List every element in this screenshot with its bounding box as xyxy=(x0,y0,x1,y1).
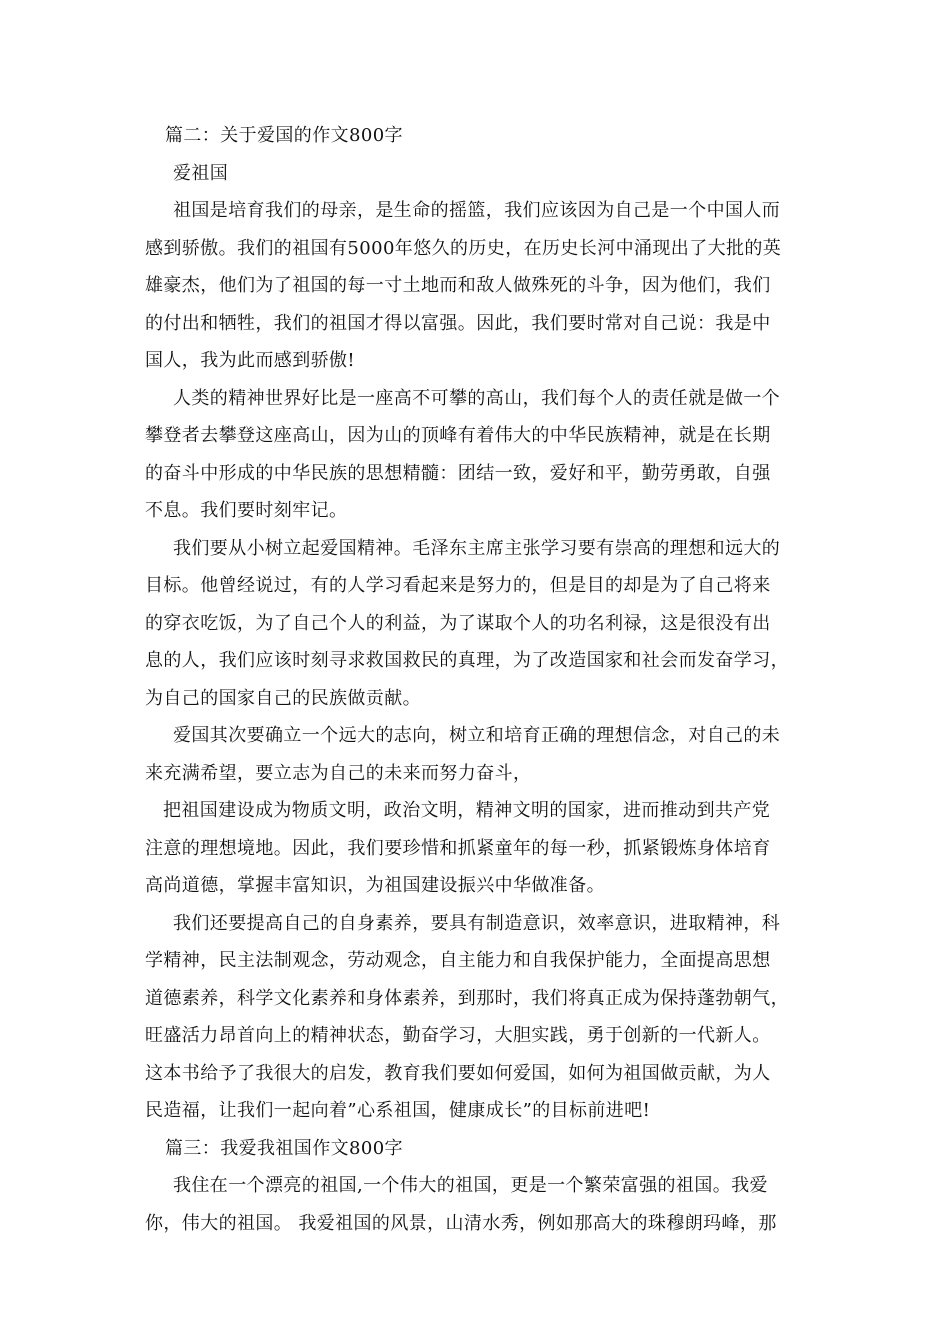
text-line: 爱国其次要确立一个远大的志向，树立和培育正确的理想信念，对自己的未 xyxy=(173,725,781,746)
text-line: 学精神，民主法制观念，劳动观念，自主能力和自我保护能力，全面提高思想 xyxy=(145,950,771,971)
text-line: 感到骄傲。我们的祖国有5000年悠久的历史，在历史长河中涌现出了大批的英 xyxy=(145,237,782,259)
essay-title: 爱祖国 xyxy=(173,162,229,184)
text-line: 国人，我为此而感到骄傲! xyxy=(145,350,356,371)
text-line: 高尚道德，掌握丰富知识，为祖国建设振兴中华做准备。 xyxy=(145,875,605,896)
text-line: 目标。他曾经说过，有的人学习看起来是努力的，但是目的却是为了自己将来 xyxy=(145,575,771,596)
text-line: 我们要从小树立起爱国精神。毛泽东主席主张学习要有崇高的理想和远大的 xyxy=(173,537,781,559)
text-line: 的穿衣吃饭，为了自己个人的利益，为了谋取个人的功名利禄，这是很没有出 xyxy=(145,612,771,634)
text-line: 来充满希望，要立志为自己的未来而努力奋斗， xyxy=(145,762,532,784)
text-line: 祖国是培育我们的母亲，是生命的摇篮，我们应该因为自己是一个中国人而 xyxy=(173,200,781,221)
text-line: 民造福，让我们一起向着”心系祖国，健康成长”的目标前进吧! xyxy=(145,1100,651,1121)
text-line: 攀登者去攀登这座高山，因为山的顶峰有着伟大的中华民族精神，就是在长期 xyxy=(145,425,771,446)
text-line: 你，伟大的祖国。 我爱祖国的风景，山清水秀，例如那高大的珠穆朗玛峰，那 xyxy=(145,1212,777,1234)
text-line: 这本书给予了我很大的启发，教育我们要如何爱国，如何为祖国做贡献，为人 xyxy=(145,1062,771,1084)
section-heading: 篇三：我爱我祖国作文800字 xyxy=(165,1137,403,1159)
text-line: 的奋斗中形成的中华民族的思想精髓：团结一致，爱好和平，勤劳勇敢，自强 xyxy=(145,462,771,484)
text-line: 道德素养，科学文化素养和身体素养，到那时，我们将真正成为保持蓬勃朝气， xyxy=(145,987,789,1009)
text-line: 旺盛活力昂首向上的精神状态，勤奋学习，大胆实践，勇于创新的一代新人。 xyxy=(145,1025,771,1046)
text-line: 的付出和牺牲，我们的祖国才得以富强。因此，我们要时常对自己说：我是中 xyxy=(145,312,771,334)
text-line: 雄豪杰，他们为了祖国的每一寸土地而和敌人做殊死的斗争，因为他们，我们 xyxy=(145,275,771,296)
text-line: 人类的精神世界好比是一座高不可攀的高山，我们每个人的责任就是做一个 xyxy=(173,387,781,409)
section-heading: 篇二：关于爱国的作文800字 xyxy=(165,125,403,146)
text-line: 为自己的国家自己的民族做贡献。 xyxy=(145,687,421,709)
text-line: 我们还要提高自己的自身素养，要具有制造意识，效率意识，进取精神，科 xyxy=(173,912,781,934)
text-line: 不息。我们要时刻牢记。 xyxy=(145,500,348,521)
text-line: 把祖国建设成为物质文明，政治文明，精神文明的国家，进而推动到共产党 xyxy=(163,800,771,821)
document-body xyxy=(145,117,813,1242)
text-line: 我住在一个漂亮的祖国,一个伟大的祖国，更是一个繁荣富强的祖国。我爱 xyxy=(173,1175,768,1196)
text-line: 息的人，我们应该时刻寻求救国救民的真理，为了改造国家和社会而发奋学习， xyxy=(145,650,789,671)
text-line: 注意的理想境地。因此，我们要珍惜和抓紧童年的每一秒，抓紧锻炼身体培育 xyxy=(145,837,771,859)
